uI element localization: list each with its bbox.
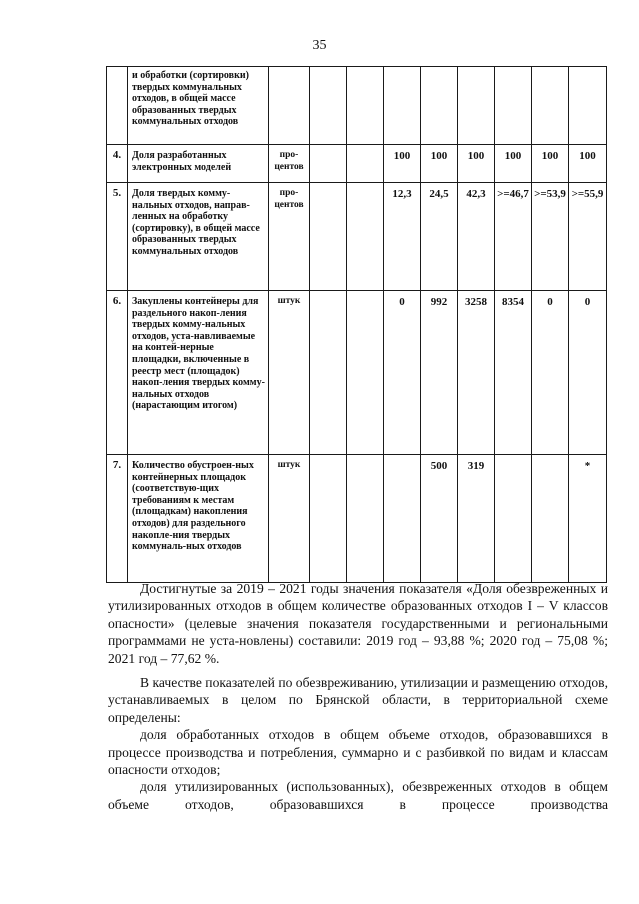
row-number: 4. [107, 145, 128, 183]
value-cell: 100 [421, 145, 458, 183]
value-cell [532, 455, 569, 583]
value-cell [347, 67, 384, 145]
value-cell: 100 [532, 145, 569, 183]
paragraph-indicators-intro: В качестве показателей по обезвреживанию, утилизации и размещению отходов, устанавливаемых в целом по Брянской области, в территориальной схеме определены: [108, 675, 608, 725]
indicator-name: Доля твердых комму-нальных отходов, направ-ленных на обработку (сортировку), в общей массе образованных твердых коммунальных отходов [128, 183, 269, 291]
value-cell [421, 67, 458, 145]
table-row [107, 291, 607, 455]
value-cell: 0 [532, 291, 569, 455]
value-cell: 100 [384, 145, 421, 183]
table-row [107, 67, 607, 145]
page-number: 35 [312, 38, 327, 53]
value-cell [384, 455, 421, 583]
table-row [107, 183, 607, 291]
paragraph-utilized-waste-share: доля утилизированных (использованных), обезвреженных отходов в общем объеме отходов, образовавшихся в процессе производства [108, 779, 608, 812]
value-cell: >=46,7 [495, 183, 532, 291]
unit-cell: штук [269, 291, 310, 455]
unit-cell [269, 67, 310, 145]
value-cell [347, 291, 384, 455]
value-cell [347, 145, 384, 183]
indicator-name: Доля разработанных электронных моделей [128, 145, 269, 183]
value-cell: 992 [421, 291, 458, 455]
value-cell [310, 455, 347, 583]
row-number: 5. [107, 183, 128, 291]
indicator-name: и обработки (сортировки) твердых коммунальных отходов, в общей массе образованных твердых коммунальных отходов [128, 67, 269, 145]
value-cell: >=55,9 [569, 183, 607, 291]
value-cell [310, 145, 347, 183]
value-cell [347, 455, 384, 583]
value-cell [310, 291, 347, 455]
value-cell: 100 [458, 145, 495, 183]
value-cell [495, 455, 532, 583]
row-number: 7. [107, 455, 128, 583]
paragraph-achieved-values: Достигнутые за 2019 – 2021 годы значения показателя «Доля обезвреженных и утилизированных отходов в общем количестве образованных отходов I – V классов опасности» (целевые значения показателя государственными и региональными программами не уста-новлены) составили: 2019 год – 93,88 %; 2020 год – 75,08 %; 2021 год – 77,62 %. [108, 581, 608, 666]
value-cell: >=53,9 [532, 183, 569, 291]
row-number [107, 67, 128, 145]
indicators-table [106, 66, 607, 583]
unit-cell: про-центов [269, 145, 310, 183]
body-text [108, 580, 608, 813]
value-cell [458, 67, 495, 145]
value-cell [310, 67, 347, 145]
table-row [107, 145, 607, 183]
value-cell: 500 [421, 455, 458, 583]
unit-cell: штук [269, 455, 310, 583]
value-cell [310, 183, 347, 291]
value-cell: 12,3 [384, 183, 421, 291]
paragraph-processed-waste-share: доля обработанных отходов в общем объеме отходов, образовавшихся в процессе производства и потребления, суммарно и с разбивкой по видам и классам опасности отходов; [108, 727, 608, 778]
value-cell: 100 [569, 145, 607, 183]
value-cell: 0 [569, 291, 607, 455]
value-cell [569, 67, 607, 145]
value-cell [347, 183, 384, 291]
unit-cell: про-центов [269, 183, 310, 291]
value-cell: 8354 [495, 291, 532, 455]
value-cell: * [569, 455, 607, 583]
value-cell: 100 [495, 145, 532, 183]
value-cell [384, 67, 421, 145]
indicator-name: Количество обустроен-ных контейнерных площадок (соответствую-щих требованиям к местам (площадкам) накопления отходов) для раздельного накопле-ния твердых коммуналь-ных отходов [128, 455, 269, 583]
row-number: 6. [107, 291, 128, 455]
value-cell: 3258 [458, 291, 495, 455]
table-row [107, 455, 607, 583]
value-cell: 42,3 [458, 183, 495, 291]
value-cell: 319 [458, 455, 495, 583]
value-cell [495, 67, 532, 145]
value-cell: 0 [384, 291, 421, 455]
value-cell: 24,5 [421, 183, 458, 291]
value-cell [532, 67, 569, 145]
indicator-name: Закуплены контейнеры для раздельного накоп-ления твердых комму-нальных отходов, уста-навливаемые на контей-нерные площадки, включенные в реестр мест (площадок) накоп-ления твердых комму-нальных отходов (нарастающим итогом) [128, 291, 269, 455]
